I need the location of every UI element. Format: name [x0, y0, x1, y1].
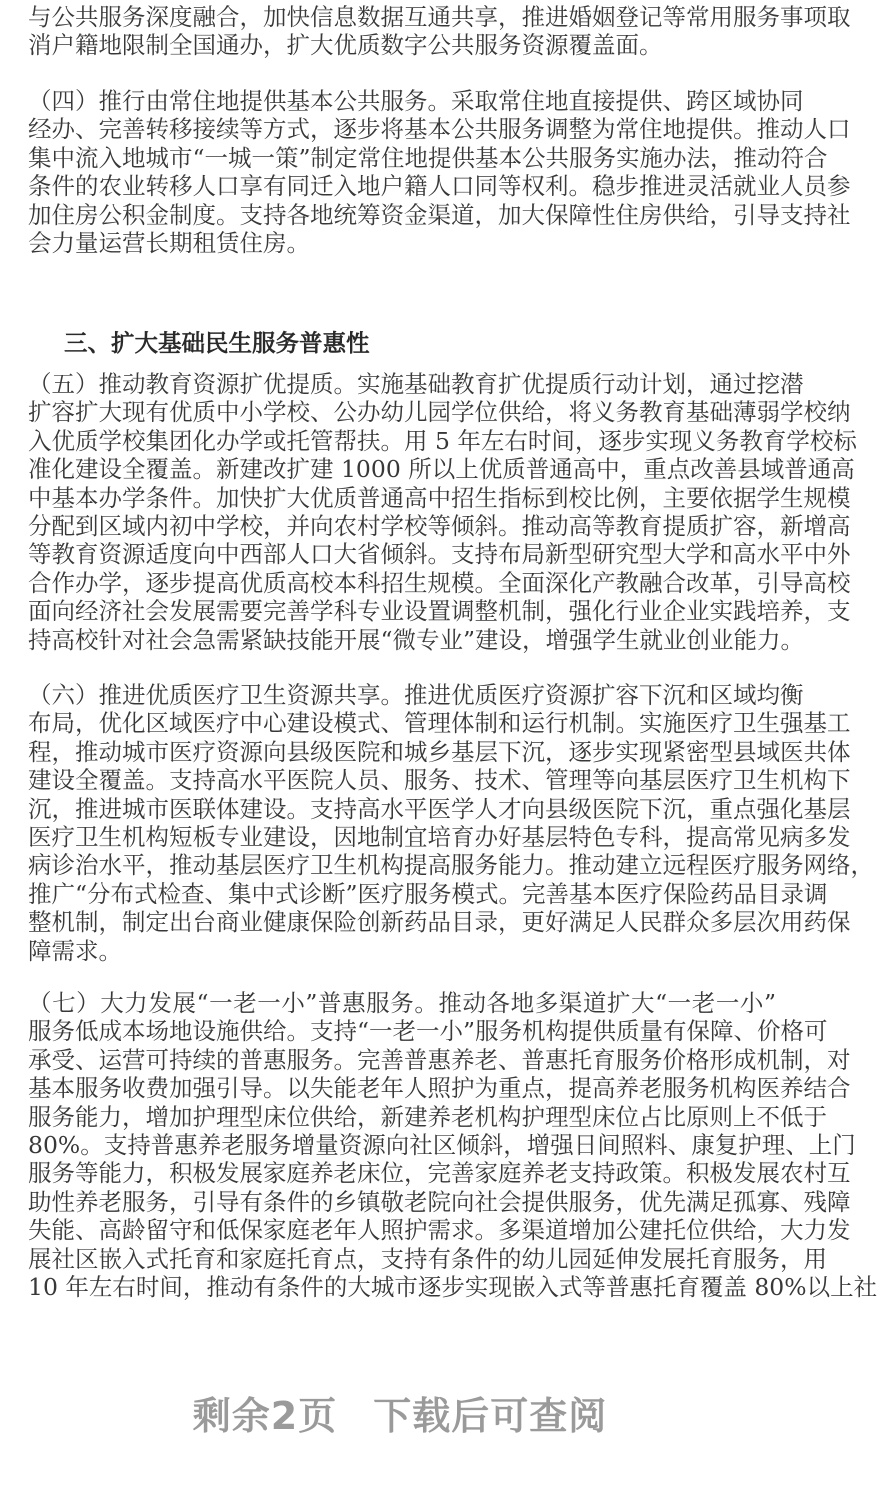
- text-line: 障需求。: [28, 936, 122, 965]
- text-line: 集中流入地城市“一城一策”制定常住地提供基本公共服务实施办法，推动符合: [28, 143, 828, 172]
- text-line: （七）大力发展“一老一小”普惠服务。推动各地多渠道扩大“一老一小”: [28, 989, 776, 1017]
- text-line: 面向经济社会发展需要完善学科专业设置调整机制，强化行业企业实践培养，支: [28, 597, 851, 626]
- text-line: 承受、运营可持续的普惠服务。完善普惠养老、普惠托育服务价格形成机制，对: [28, 1045, 851, 1074]
- text-line: 整机制，制定出台商业健康保险创新药品目录，更好满足人民群众多层次用药保: [28, 908, 851, 937]
- paragraph-six-healthcare: [28, 681, 874, 965]
- text-line: 入优质学校集团化办学或托管帮扶。用 5 年左右时间，逐步实现义务教育学校标: [28, 426, 857, 455]
- text-line: 医疗卫生机构短板专业建设，因地制宜培育办好基层特色专科，提高常见病多发: [28, 822, 851, 851]
- text-line: 与公共服务深度融合，加快信息数据互通共享，推进婚姻登记等常用服务事项取: [28, 3, 851, 31]
- text-line: 程，推动城市医疗资源向县级医院和城乡基层下沉，逐步实现紧密型县域医共体: [28, 737, 851, 766]
- text-line: 扩容扩大现有优质中小学校、公办幼儿园学位供给，将义务教育基础薄弱学校纳: [28, 398, 851, 427]
- remaining-pages-label: 剩余2页: [192, 1394, 338, 1438]
- text-line: 经办、完善转移接续等方式，逐步将基本公共服务调整为常住地提供。推动人口: [28, 115, 851, 144]
- text-line: （五）推动教育资源扩优提质。实施基础教育扩优提质行动计划，通过挖潜: [28, 370, 804, 398]
- text-line: 失能、高龄留守和低保家庭老年人照护需求。多渠道增加公建托位供给，大力发: [28, 1216, 851, 1245]
- text-line: 会力量运营长期租赁住房。: [28, 228, 310, 257]
- text-line: 中基本办学条件。加快扩大优质普通高中招生指标到校比例，主要依据学生规模: [28, 483, 851, 512]
- text-line: 布局，优化区域医疗中心建设模式、管理体制和运行机制。实施医疗卫生强基工: [28, 709, 851, 738]
- text-line: 消户籍地限制全国通办，扩大优质数字公共服务资源覆盖面。: [28, 31, 663, 60]
- text-line: 推广“分布式检查、集中式诊断”医疗服务模式。完善基本医疗保险药品目录调: [28, 879, 828, 908]
- text-line: 沉，推进城市医联体建设。支持高水平医学人才向县级医院下沉，重点强化基层: [28, 794, 851, 823]
- text-line: 80%。支持普惠养老服务增量资源向社区倾斜，增强日间照料、康复护理、上门: [28, 1130, 856, 1159]
- text-line: 条件的农业转移人口享有同迁入地户籍人口同等权利。稳步推进灵活就业人员参: [28, 172, 851, 201]
- paragraph-digital-services: [28, 3, 851, 60]
- text-line: 合作办学，逐步提高优质高校本科招生规模。全面深化产教融合改革，引导高校: [28, 568, 851, 597]
- text-line: 等教育资源适度向中西部人口大省倾斜。支持布局新型研究型大学和高水平中外: [28, 540, 851, 569]
- text-line: 助性养老服务，引导有条件的乡镇敬老院向社会提供服务，优先满足孤寡、残障: [28, 1187, 851, 1216]
- download-to-view-label: 下载后可查阅: [373, 1394, 608, 1438]
- text-line: 准化建设全覆盖。新建改扩建 1000 所以上优质普通高中，重点改善县域普通高: [28, 455, 855, 484]
- text-line: 展社区嵌入式托育和家庭托育点，支持有条件的幼儿园延伸发展托育服务，用: [28, 1244, 827, 1273]
- paragraph-seven-elderly-childcare: [28, 989, 877, 1301]
- text-line: 10 年左右时间，推动有条件的大城市逐步实现嵌入式等普惠托育覆盖 80%以上社: [28, 1272, 877, 1301]
- text-line: 加住房公积金制度。支持各地统筹资金渠道，加大保障性住房供给，引导支持社: [28, 200, 851, 229]
- text-line: （六）推进优质医疗卫生资源共享。推进优质医疗资源扩容下沉和区域均衡: [28, 681, 804, 709]
- text-line: （四）推行由常住地提供基本公共服务。采取常住地直接提供、跨区域协同: [28, 87, 804, 115]
- text-line: 建设全覆盖。支持高水平医院人员、服务、技术、管理等向基层医疗卫生机构下: [28, 766, 851, 795]
- paragraph-five-education: [28, 370, 857, 654]
- section-heading: 三、扩大基础民生服务普惠性: [64, 329, 370, 357]
- text-line: 服务等能力，积极发展家庭养老床位，完善家庭养老支持政策。积极发展农村互: [28, 1159, 851, 1188]
- paragraph-four-residence-services: [28, 87, 851, 257]
- text-line: 服务低成本场地设施供给。支持“一老一小”服务机构提供质量有保障、价格可: [28, 1017, 828, 1046]
- text-line: 分配到区域内初中学校，并向农村学校等倾斜。推动高等教育提质扩容，新增高: [28, 511, 851, 540]
- text-line: 服务能力，增加护理型床位供给，新建养老机构护理型床位占比原则上不低于: [28, 1102, 827, 1131]
- download-prompt-banner[interactable]: [0, 1385, 800, 1440]
- text-line: 病诊治水平，推动基层医疗卫生机构提高服务能力。推动建立远程医疗服务网络，: [28, 851, 874, 880]
- text-line: 基本服务收费加强引导。以失能老年人照护为重点，提高养老服务机构医养结合: [28, 1074, 851, 1103]
- text-line: 持高校针对社会急需紧缺技能开展“微专业”建设，增强学生就业创业能力。: [28, 625, 805, 654]
